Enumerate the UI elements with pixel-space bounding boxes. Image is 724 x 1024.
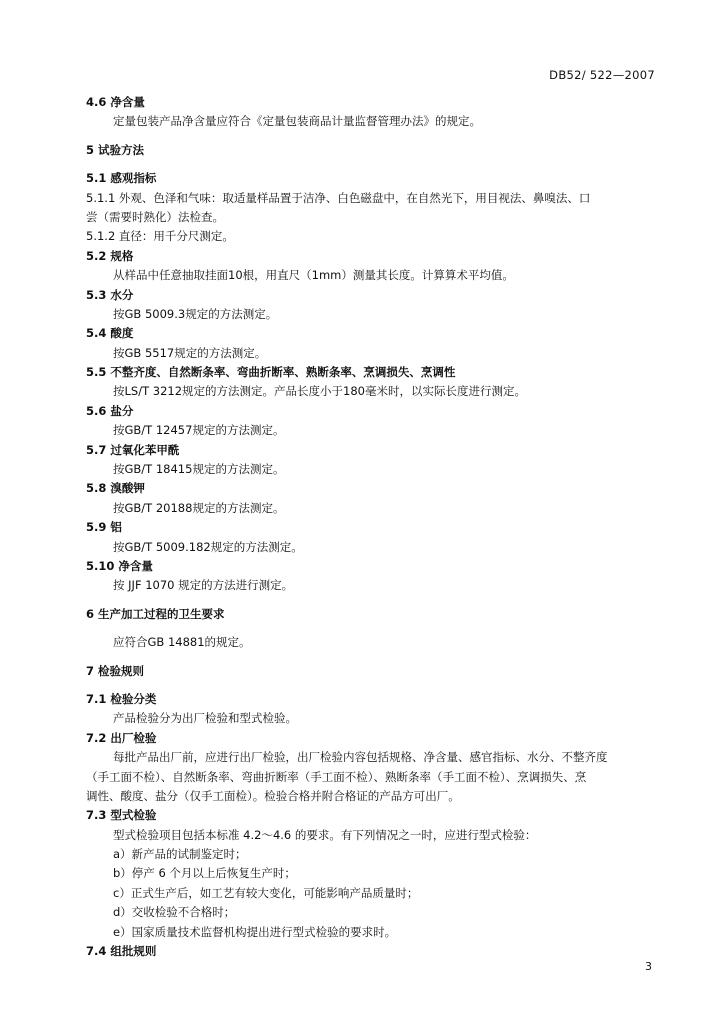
- paragraph: 按GB 5009.3规定的方法测定。: [113, 306, 278, 321]
- section-heading: 5.3 水分: [86, 287, 134, 302]
- section-heading: 5.7 过氧化苯甲酰: [86, 442, 180, 457]
- list-item: b）停产 6 个月以上后恢复生产时；: [113, 866, 296, 881]
- paragraph: （手工面不检）、自然断条率、弯曲折断率（手工面不检）、熟断条率（手工面不检）、烹调损失、烹: [86, 769, 587, 784]
- paragraph: 按GB/T 5009.182规定的方法测定。: [113, 539, 303, 554]
- section-heading: 5.5 不整齐度、自然断条率、弯曲折断率、熟断条率、烹调损失、烹调性: [86, 365, 456, 380]
- section-heading: 7.2 出厂检验: [86, 730, 157, 745]
- list-item: a）新产品的试制鉴定时；: [113, 847, 247, 862]
- document-body: [86, 93, 656, 961]
- paragraph: 按LS/T 3212规定的方法测定。产品长度小于180毫米时，以实际长度进行测定。: [113, 384, 526, 399]
- section-heading: 5.2 规格: [86, 248, 134, 263]
- paragraph: 按 JJF 1070 规定的方法进行测定。: [113, 578, 294, 593]
- paragraph: 从样品中任意抽取挂面10根，用直尺（1mm）测量其长度。计算算术平均值。: [113, 268, 514, 283]
- paragraph: 型式检验项目包括本标准 4.2～4.6 的要求。有下列情况之一时，应进行型式检验：: [113, 827, 537, 842]
- list-item: e）国家质量技术监督机构提出进行型式检验的要求时。: [113, 924, 397, 939]
- list-item: c）正式生产后，如工艺有较大变化，可能影响产品质量时；: [113, 885, 419, 900]
- section-heading: 5.9 铝: [86, 520, 122, 535]
- page-number: 3: [645, 960, 652, 973]
- list-item: d）交收检验不合格时；: [113, 905, 236, 920]
- paragraph: 调性、酸度、盐分（仅手工面检）。检验合格并附合格证的产品方可出厂。: [86, 788, 460, 803]
- section-heading: 5.6 盐分: [86, 403, 134, 418]
- paragraph: 定量包装产品净含量应符合《定量包装商品计量监督管理办法》的规定。: [113, 114, 481, 129]
- chapter-heading: 5 试验方法: [86, 142, 145, 157]
- paragraph: 产品检验分为出厂检验和型式检验。: [113, 711, 297, 726]
- chapter-heading: 7 检验规则: [86, 663, 145, 678]
- paragraph: 尝（需要时熟化）法检查。: [86, 209, 224, 224]
- section-heading: 5.8 溴酸钾: [86, 481, 145, 496]
- chapter-heading: 6 生产加工过程的卫生要求: [86, 606, 225, 621]
- paragraph: 按GB/T 12457规定的方法测定。: [113, 423, 285, 438]
- paragraph: 按GB 5517规定的方法测定。: [113, 345, 267, 360]
- section-heading: 5.1 感观指标: [86, 171, 157, 186]
- section-heading: 5.4 酸度: [86, 326, 134, 341]
- paragraph: 5.1.1 外观、色泽和气味：取适量样品置于洁净、白色磁盘中，在自然光下，用目视法、鼻嗅法、口: [86, 190, 591, 205]
- paragraph: 每批产品出厂前，应进行出厂检验，出厂检验内容包括规格、净含量、感官指标、水分、不整齐度: [113, 750, 608, 765]
- section-heading: 7.4 组批规则: [86, 944, 157, 959]
- document-code: DB52/ 522—2007: [549, 68, 655, 82]
- paragraph: 5.1.2 直径：用千分尺测定。: [86, 229, 234, 244]
- section-heading: 7.3 型式检验: [86, 808, 157, 823]
- paragraph: 应符合GB 14881的规定。: [113, 635, 251, 650]
- section-heading: 5.10 净含量: [86, 558, 153, 573]
- paragraph: 按GB/T 20188规定的方法测定。: [113, 500, 285, 515]
- section-heading: 4.6 净含量: [86, 95, 145, 109]
- section-heading: 7.1 检验分类: [86, 691, 157, 706]
- paragraph: 按GB/T 18415规定的方法测定。: [113, 462, 285, 477]
